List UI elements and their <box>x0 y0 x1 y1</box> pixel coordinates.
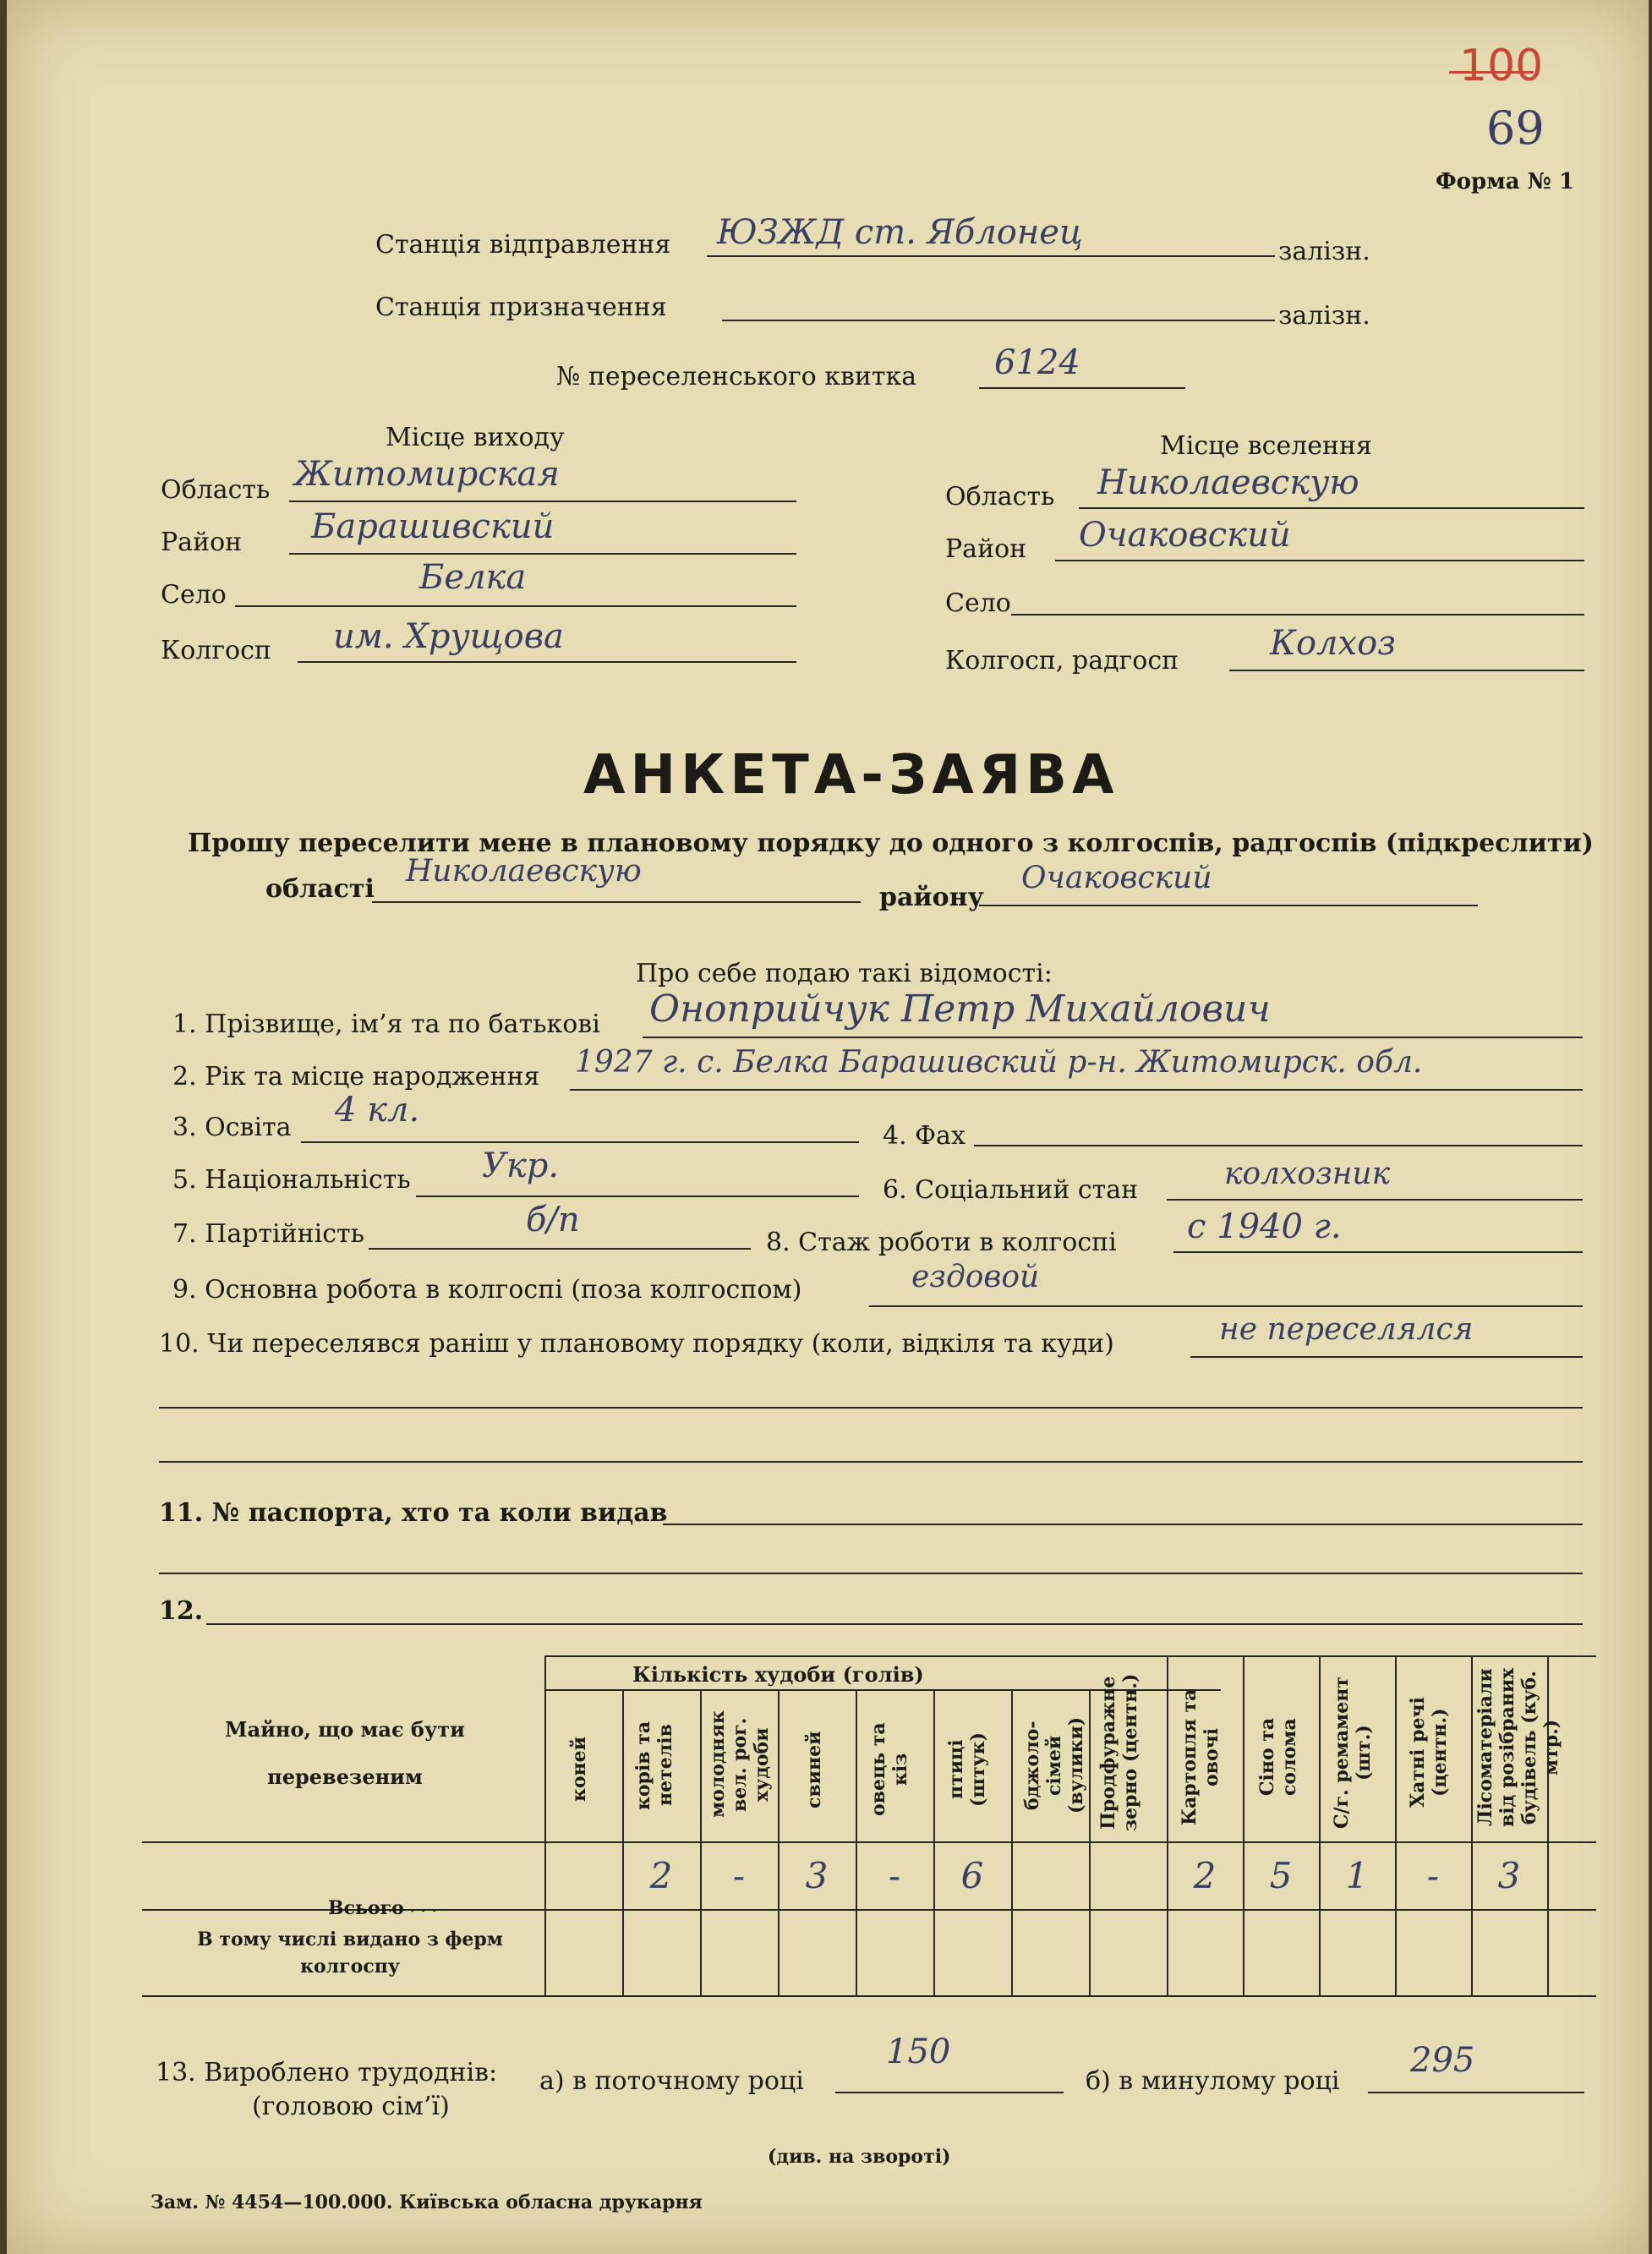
col-line <box>1243 1655 1244 1995</box>
settlement-raion-label: Район <box>945 534 1027 564</box>
col-line <box>1471 1655 1473 1995</box>
origin-selo-line <box>235 605 796 607</box>
settlement-kolhosp-label: Колгосп, радгосп <box>945 646 1179 676</box>
origin-kolhosp-value: им. Хрущова <box>333 617 564 656</box>
workdays-previous-line <box>1368 2092 1584 2093</box>
field3-value: 4 кл. <box>335 1091 420 1130</box>
origin-oblast-label: Область <box>161 475 271 505</box>
field5-label: 5. Національність <box>172 1165 411 1195</box>
field12-label: 12. <box>159 1596 204 1626</box>
origin-raion-line <box>289 553 796 555</box>
col-line <box>700 1689 702 1995</box>
ticket-line <box>979 387 1185 389</box>
departure-suffix: залізн. <box>1278 237 1370 266</box>
col-header-grain: Продфуражне зерно (центн.) <box>1097 1673 1141 1832</box>
request-raion-label: району <box>879 883 984 912</box>
printer-note: Зам. № 4454—100.000. Київська обласна друкарня <box>150 2191 703 2213</box>
request-oblast-label: області <box>265 874 375 904</box>
col-header-cows: корів та нетелів <box>632 1721 676 1810</box>
archive-number-blue: 69 <box>1486 101 1545 155</box>
request-oblast-line <box>372 901 861 903</box>
field8-label: 8. Стаж роботи в колгоспі <box>766 1228 1117 1257</box>
cell-total-tools: - <box>1426 1855 1440 1896</box>
origin-raion-value: Барашивский <box>311 507 555 546</box>
request-raion-line <box>979 905 1478 906</box>
col-line <box>1319 1655 1321 1995</box>
origin-selo-label: Село <box>161 580 227 610</box>
field11-line <box>663 1524 1583 1525</box>
departure-value: ЮЗЖД ст. Яблонец <box>717 213 1083 252</box>
table-header-border <box>142 1841 1596 1843</box>
ticket-value: 6124 <box>994 343 1080 382</box>
form-number: Форма № 1 <box>1436 169 1575 194</box>
field6-label: 6. Соціальний стан <box>883 1175 1139 1205</box>
workdays-current-label: а) в поточному році <box>539 2066 804 2096</box>
request-raion-value: Очаковский <box>1021 861 1212 895</box>
settlement-title: Місце вселення <box>1160 431 1372 461</box>
settlement-kolhosp-line <box>1229 670 1584 671</box>
settlement-oblast-value: Николаевскую <box>1097 463 1359 502</box>
settlement-oblast-label: Область <box>945 482 1055 512</box>
field5-value: Укр. <box>482 1146 560 1185</box>
destination-suffix: залізн. <box>1278 301 1370 331</box>
field10-label: 10. Чи переселявся раніш у плановому порядку (коли, відкіля та куди) <box>159 1329 1114 1359</box>
field11-line2 <box>159 1573 1583 1574</box>
col-line <box>1167 1655 1168 1995</box>
field7-line <box>369 1248 751 1250</box>
col-header-pigs: свиней <box>803 1731 825 1808</box>
row-total-label: Всього <box>328 1897 404 1919</box>
table-top-border <box>544 1655 1596 1657</box>
destination-label: Станція призначення <box>375 293 667 322</box>
see-back-note: (див. на звороті) <box>768 2146 951 2168</box>
col-header-potatoes: Картопля та овочі <box>1179 1688 1223 1825</box>
field12-line <box>206 1623 1583 1625</box>
field8-value: с 1940 г. <box>1187 1207 1342 1246</box>
archive-number-red: 100 <box>1459 41 1544 91</box>
col-line <box>1395 1655 1397 1995</box>
col-line <box>1089 1689 1091 1995</box>
red-strike <box>1449 71 1534 74</box>
col-line <box>622 1689 624 1995</box>
field10-line2 <box>159 1407 1583 1409</box>
cell-total-grain: 2 <box>1193 1855 1217 1896</box>
field7-label: 7. Партійність <box>172 1219 364 1249</box>
settlement-raion-line <box>1055 560 1584 561</box>
form-title: АНКЕТА-ЗАЯВА <box>583 744 1119 807</box>
property-table <box>142 1655 1596 1995</box>
field5-line <box>416 1195 859 1197</box>
origin-oblast-line <box>289 501 796 502</box>
col-line <box>933 1689 935 1995</box>
field9-label: 9. Основна робота в колгоспі (поза колгоспом) <box>172 1275 802 1305</box>
field2-label: 2. Рік та місце народження <box>172 1062 540 1091</box>
request-text: Прошу переселити мене в плановому порядку до одного з колгоспів, радгоспів (підкреслити) <box>188 829 1594 858</box>
field2-line <box>570 1089 1583 1091</box>
origin-kolhosp-line <box>298 661 796 663</box>
col-line <box>544 1655 546 1995</box>
field11-label: 11. № паспорта, хто та коли видав <box>159 1498 668 1528</box>
origin-title: Місце виходу <box>386 423 565 452</box>
workdays-previous-label: б) в минулому році <box>1086 2066 1340 2096</box>
settlement-selo-label: Село <box>945 588 1011 618</box>
form-sheet <box>7 0 1649 2254</box>
col-line <box>778 1689 780 1995</box>
cell-total-hay: 1 <box>1345 1855 1369 1896</box>
cell-total-potatoes: 5 <box>1269 1855 1293 1896</box>
field3-line <box>301 1141 859 1143</box>
field6-line <box>1167 1199 1583 1201</box>
origin-oblast-value: Житомирская <box>294 455 560 494</box>
col-header-poultry: птиці (штук) <box>945 1732 989 1808</box>
origin-kolhosp-label: Колгосп <box>161 636 271 665</box>
ticket-label: № переселенського квитка <box>556 362 917 391</box>
cell-total-sheep: - <box>888 1855 901 1896</box>
about-heading: Про себе подаю такі відомості: <box>636 959 1053 988</box>
settlement-kolhosp-value: Колхоз <box>1270 624 1396 663</box>
cell-total-cows: 2 <box>649 1855 673 1896</box>
col-header-timber: Лісоматеріали від розібраних будівель (куб. мтр.) <box>1474 1667 1562 1828</box>
settlement-raion-value: Очаковский <box>1079 516 1291 555</box>
request-oblast-value: Николаевскую <box>406 854 642 889</box>
col-header-young-cattle: молодняк вел. рог. худоби <box>707 1710 773 1819</box>
settlement-selo-line <box>1011 614 1584 615</box>
cell-total-household: 3 <box>1497 1855 1521 1896</box>
field8-line <box>1173 1251 1583 1253</box>
workdays-previous-value: 295 <box>1410 2041 1475 2080</box>
field9-line <box>869 1305 1583 1307</box>
col-header-household: Хатні речі (центн.) <box>1407 1697 1451 1808</box>
field4-label: 4. Фах <box>883 1121 965 1151</box>
row-total-dots: ..... <box>387 1896 442 1917</box>
field9-value: ездовой <box>911 1260 1040 1294</box>
table-bottom-border <box>142 1995 1596 1997</box>
cell-total-poultry: 6 <box>960 1855 984 1896</box>
workdays-current-value: 150 <box>886 2032 951 2071</box>
field10-line3 <box>159 1461 1583 1463</box>
field10-line <box>1190 1356 1583 1358</box>
col-header-sheep: овець та кіз <box>867 1722 911 1817</box>
col-line <box>1011 1689 1013 1995</box>
destination-line <box>722 320 1275 321</box>
field1-label: 1. Прізвище, ім’я та по батькові <box>172 1009 600 1039</box>
col-header-hay: Сіно та солома <box>1256 1717 1300 1797</box>
row-header-label: Майно, що має бути перевезеним <box>225 1717 465 1789</box>
workdays-label: 13. Вироблено трудоднів: <box>156 2058 498 2087</box>
field7-value: б/п <box>526 1201 580 1239</box>
origin-selo-value: Белка <box>419 558 527 597</box>
field1-value: Оноприйчук Петр Михайлович <box>649 987 1271 1031</box>
col-header-horses: коней <box>568 1737 590 1803</box>
field6-value: колхозник <box>1224 1157 1391 1191</box>
departure-line <box>707 255 1275 257</box>
row-farm-label: В тому числі видано з ферм колгоспу <box>197 1928 503 1978</box>
field1-line <box>643 1037 1583 1038</box>
cell-total-young-cattle: - <box>732 1855 746 1896</box>
col-line <box>856 1689 857 1995</box>
field2-value: 1927 г. с. Белка Барашивский р-н. Житомирск. обл. <box>575 1045 1423 1080</box>
departure-label: Станція відправлення <box>375 230 671 260</box>
col-header-bees: бджоло-сімей (вулики) <box>1021 1716 1087 1814</box>
field3-label: 3. Освіта <box>172 1113 292 1142</box>
field10-value: не переселялся <box>1219 1312 1474 1347</box>
field4-line <box>974 1145 1583 1146</box>
cell-total-pigs: 3 <box>805 1855 829 1896</box>
workdays-current-line <box>835 2092 1064 2093</box>
settlement-oblast-line <box>1079 507 1584 509</box>
origin-raion-label: Район <box>161 528 243 557</box>
col-header-tools: С/г. ремамент (шт.) <box>1331 1677 1375 1829</box>
workdays-sublabel: (головою сім’ї) <box>252 2092 450 2121</box>
livestock-group-label: Кількість худоби (голів) <box>632 1662 924 1687</box>
